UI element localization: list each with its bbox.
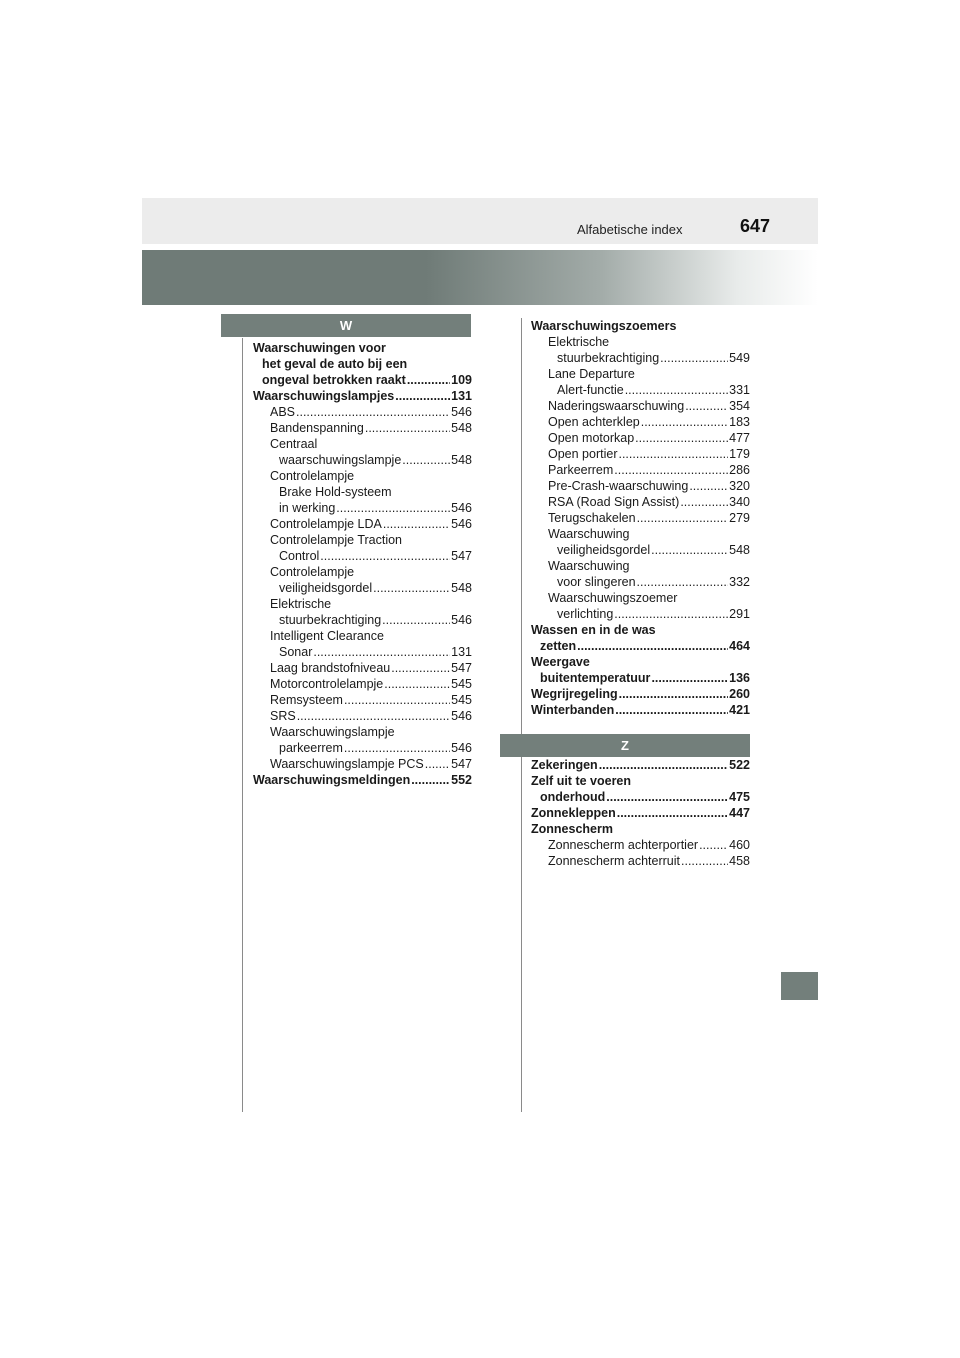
- index-entry-line: Brake Hold-systeem: [279, 485, 392, 499]
- index-entry: Laag brandstofniveau ..... 547: [253, 660, 472, 676]
- index-entry: verlichting ..... 291: [531, 606, 750, 622]
- index-entry: Bandenspanning ..... 548: [253, 420, 472, 436]
- index-entry: Motorcontrolelampje ..... 545: [253, 676, 472, 692]
- index-entry: Open motorkap ..... 477: [531, 430, 750, 446]
- index-entry-line: Waarschuwingen voor: [253, 341, 386, 355]
- index-entry-line: Waarschuwing: [548, 559, 630, 573]
- index-entry-line: Zelf uit te voeren: [531, 774, 632, 788]
- index-entry: Winterbanden ..... 421: [531, 702, 750, 718]
- index-entry: Terugschakelen ..... 279: [531, 510, 750, 526]
- index-entry: zetten ..... 464: [531, 638, 750, 654]
- left-divider: [242, 338, 243, 1112]
- index-entry-line: Centraal: [270, 437, 318, 451]
- index-entry: Sonar ..... 131: [253, 644, 472, 660]
- index-entry: Naderingswaarschuwing ..... 354: [531, 398, 750, 414]
- index-entry-line: Zonnescherm: [531, 822, 613, 836]
- index-entry: waarschuwingslampje ..... 548: [253, 452, 472, 468]
- index-column-right: [531, 318, 750, 718]
- index-entry: Open portier ..... 179: [531, 446, 750, 462]
- index-entry-line: Lane Departure: [548, 367, 635, 381]
- index-entry-line: Controlelampje Traction: [270, 533, 403, 547]
- header-band: [142, 198, 818, 244]
- index-entry: voor slingeren ..... 332: [531, 574, 750, 590]
- index-entry-line: Wassen en in de was: [531, 623, 656, 637]
- index-entry: parkeerrem ..... 546: [253, 740, 472, 756]
- index-entry-line: Waarschuwingszoemer: [548, 591, 678, 605]
- index-entry: Wegrijregeling ..... 260: [531, 686, 750, 702]
- index-entry: stuurbekrachtiging ..... 546: [253, 612, 472, 628]
- index-entry: buitentemperatuur ..... 136: [531, 670, 750, 686]
- header-title: Alfabetische index: [577, 222, 683, 237]
- index-entry: Control ..... 547: [253, 548, 472, 564]
- index-entry: in werking ..... 546: [253, 500, 472, 516]
- section-heading-z: Z: [500, 734, 750, 757]
- decorative-gradient-band: [142, 250, 818, 305]
- index-entry: Zekeringen ..... 522: [531, 757, 750, 773]
- index-entry: Controlelampje LDA ..... 546: [253, 516, 472, 532]
- index-entry: Zonnescherm achterportier ..... 460: [531, 837, 750, 853]
- index-column-left: [253, 340, 472, 788]
- index-entry: ongeval betrokken raakt ..... 109: [253, 372, 472, 388]
- index-entry: Zonnekleppen ..... 447: [531, 805, 750, 821]
- page-number: 647: [740, 216, 771, 236]
- index-entry: Open achterklep ..... 183: [531, 414, 750, 430]
- index-entry: Remsysteem ..... 545: [253, 692, 472, 708]
- chapter-side-tab: [781, 972, 818, 1000]
- index-entry: Parkeerrem ..... 286: [531, 462, 750, 478]
- index-entry-line: het geval de auto bij een: [262, 357, 408, 371]
- index-entry: RSA (Road Sign Assist) ..... 340: [531, 494, 750, 510]
- index-entry-line: Waarschuwingszoemers: [531, 319, 677, 333]
- index-entry: veiligheidsgordel ..... 548: [531, 542, 750, 558]
- index-entry-line: Controlelampje: [270, 469, 355, 483]
- index-entry: ABS ..... 546: [253, 404, 472, 420]
- index-entry: stuurbekrachtiging ..... 549: [531, 350, 750, 366]
- index-entry: Waarschuwingslampjes ..... 131: [253, 388, 472, 404]
- index-entry-line: Elektrische: [270, 597, 332, 611]
- index-entry-line: Waarschuwing: [548, 527, 630, 541]
- index-entry: Pre-Crash-waarschuwing ..... 320: [531, 478, 750, 494]
- index-entry: onderhoud ..... 475: [531, 789, 750, 805]
- index-entry: Waarschuwingsmeldingen ..... 552: [253, 772, 472, 788]
- index-column-z: [531, 757, 750, 869]
- index-entry-line: Controlelampje: [270, 565, 355, 579]
- section-heading-w: W: [221, 314, 471, 337]
- index-entry: SRS ..... 546: [253, 708, 472, 724]
- index-entry: Zonnescherm achterruit ..... 458: [531, 853, 750, 869]
- index-entry: Waarschuwingslampje PCS ..... 547: [253, 756, 472, 772]
- index-entry-line: Waarschuwingslampje: [270, 725, 395, 739]
- middle-divider: [521, 318, 522, 1112]
- index-entry-line: Elektrische: [548, 335, 610, 349]
- index-entry: Alert-functie ..... 331: [531, 382, 750, 398]
- index-entry: veiligheidsgordel ..... 548: [253, 580, 472, 596]
- index-entry-line: Intelligent Clearance: [270, 629, 384, 643]
- index-entry-line: Weergave: [531, 655, 590, 669]
